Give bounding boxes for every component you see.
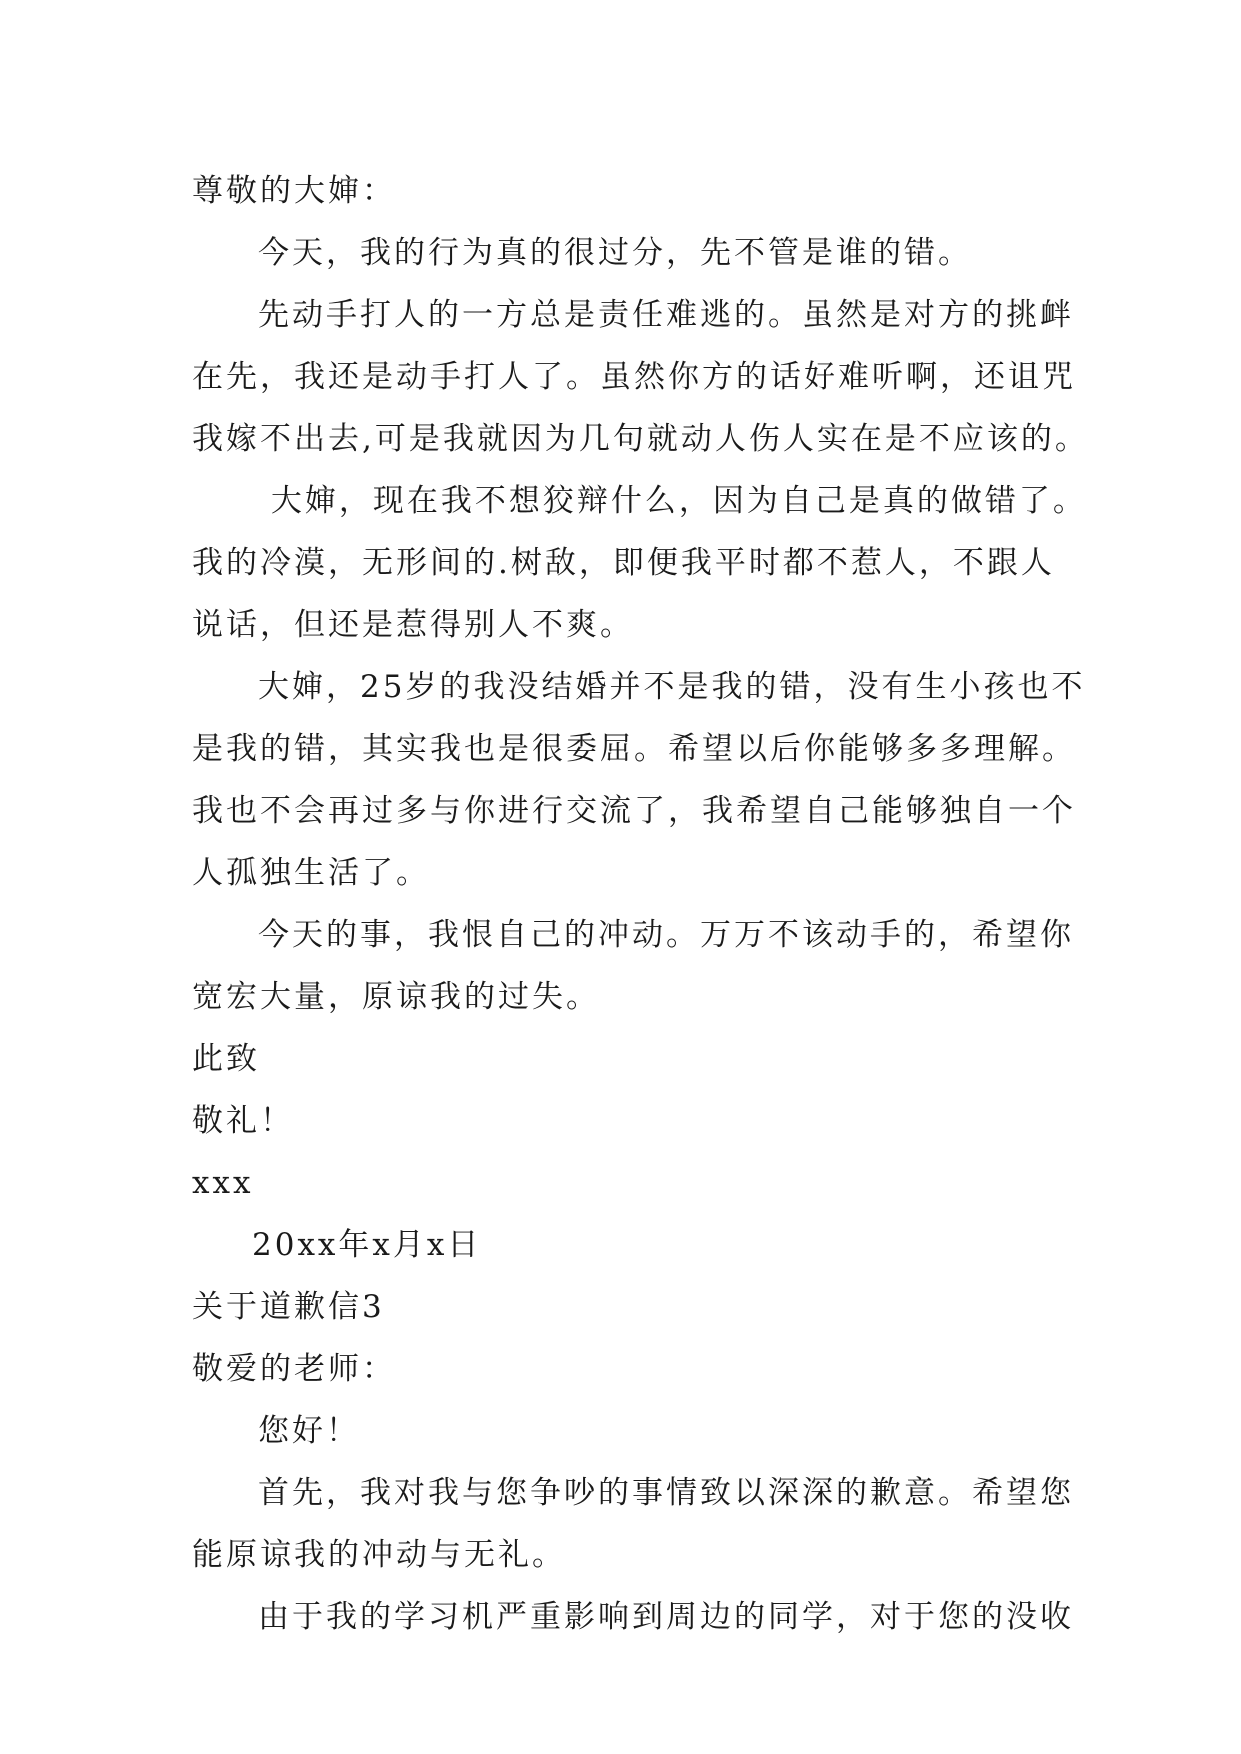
paragraph-line: 说话，但还是惹得别人不爽。 [192, 607, 634, 643]
greeting: 您好！ [258, 1413, 360, 1449]
paragraph-line: 大婶，现在我不想狡辩什么，因为自己是真的做错了。 [258, 483, 1087, 519]
salutation: 尊敬的大婶： [192, 173, 396, 209]
document-body [192, 160, 1089, 1648]
paragraph-line: 今天的事，我恨自己的冲动。万万不该动手的，希望你 [258, 917, 1074, 953]
paragraph-line: 在先，我还是动手打人了。虽然你方的话好难听啊，还诅咒 [192, 359, 1076, 395]
paragraph-line: 首先，我对我与您争吵的事情致以深深的歉意。希望您 [258, 1475, 1074, 1511]
paragraph-line: 我嫁不出去,可是我就因为几句就动人伤人实在是不应该的。 [192, 421, 1089, 457]
signature: xxx [192, 1165, 254, 1201]
paragraph-line: 能原谅我的冲动与无礼。 [192, 1537, 566, 1573]
paragraph-line: 今天，我的行为真的很过分，先不管是谁的错。 [258, 235, 972, 271]
closing-line: 此致 [192, 1041, 260, 1077]
salutation: 敬爱的老师： [192, 1351, 396, 1387]
paragraph-line: 人孤独生活了。 [192, 855, 430, 891]
section-title: 关于道歉信3 [192, 1289, 385, 1325]
paragraph-line: 先动手打人的一方总是责任难逃的。虽然是对方的挑衅 [258, 297, 1074, 333]
letter-date: 20xx年x月x日 [252, 1227, 482, 1263]
paragraph-line: 是我的错，其实我也是很委屈。希望以后你能够多多理解。 [192, 731, 1076, 767]
closing-line: 敬礼！ [192, 1103, 294, 1139]
paragraph-line: 由于我的学习机严重影响到周边的同学，对于您的没收 [258, 1599, 1074, 1635]
paragraph-line: 我也不会再过多与你进行交流了，我希望自己能够独自一个 [192, 793, 1076, 829]
paragraph-line: 我的冷漠，无形间的.树敌，即便我平时都不惹人，不跟人 [192, 545, 1055, 581]
paragraph-line: 大婶，25岁的我没结婚并不是我的错，没有生小孩也不 [258, 669, 1086, 705]
paragraph-line: 宽宏大量，原谅我的过失。 [192, 979, 600, 1015]
